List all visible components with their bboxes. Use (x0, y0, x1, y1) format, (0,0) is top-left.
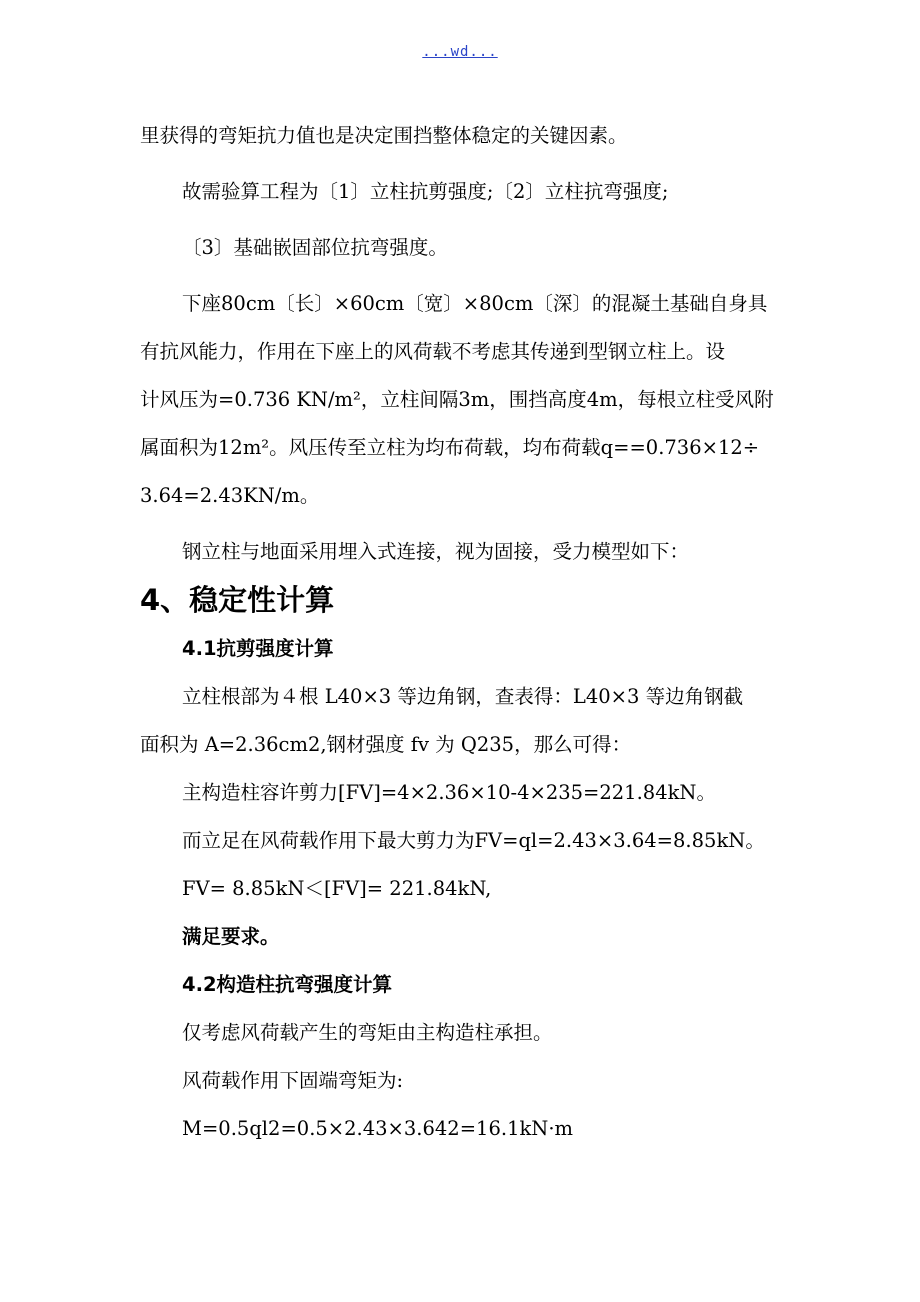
paragraph-line: 〔3〕基础嵌固部位抗弯强度。 (182, 236, 448, 259)
paragraph-line: 有抗风能力，作用在下座上的风荷载不考虑其传递到型钢立柱上。设 (140, 340, 726, 363)
paragraph-line: 立柱根部为４根 L40×3 等边角钢，查表得：L40×3 等边角钢截 (182, 685, 744, 708)
paragraph-line: 钢立柱与地面采用埋入式连接，视为固接，受力模型如下： (182, 540, 690, 563)
paragraph-line: 风荷载作用下固端弯矩为: (182, 1069, 404, 1092)
section-heading: 4、稳定性计算 (140, 583, 335, 617)
paragraph-line: 面积为 A=2.36cm2,钢材强度 fv 为 Q235，那么可得： (140, 733, 632, 756)
paragraph-line: 故需验算工程为〔1〕立柱抗剪强度;〔2〕立柱抗弯强度; (182, 180, 669, 203)
paragraph-line: 属面积为12m²。风压传至立柱为均布荷载，均布荷载q==0.736×12÷ (140, 436, 760, 459)
page-header: ...wd... (422, 44, 498, 60)
paragraph-line: 里获得的弯矩抗力值也是决定围挡整体稳定的关键因素。 (140, 124, 628, 147)
paragraph-line: 3.64=2.43KN/m。 (140, 484, 320, 507)
subsection-heading: 4.1抗剪强度计算 (182, 637, 334, 660)
paragraph-line: 下座80cm〔长〕×60cm〔宽〕×80cm〔深〕的混凝土基础自身具 (182, 292, 768, 315)
conclusion-line: 满足要求。 (182, 925, 280, 948)
paragraph-line: 主构造柱容许剪力[FV]=4×2.36×10-4×235=221.84kN。 (182, 781, 716, 804)
paragraph-line: 而立足在风荷载作用下最大剪力为FV=ql=2.43×3.64=8.85kN。 (182, 829, 765, 852)
formula-line: M=0.5ql2=0.5×2.43×3.642=16.1kN·m (182, 1117, 574, 1140)
paragraph-line: FV= 8.85kN＜[FV]= 221.84kN, (182, 877, 492, 900)
paragraph-line: 计风压为=0.736 KN/m²，立柱间隔3m，围挡高度4m，每根立柱受风附 (140, 388, 774, 411)
subsection-heading: 4.2构造柱抗弯强度计算 (182, 973, 393, 996)
paragraph-line: 仅考虑风荷载产生的弯矩由主构造柱承担。 (182, 1021, 553, 1044)
